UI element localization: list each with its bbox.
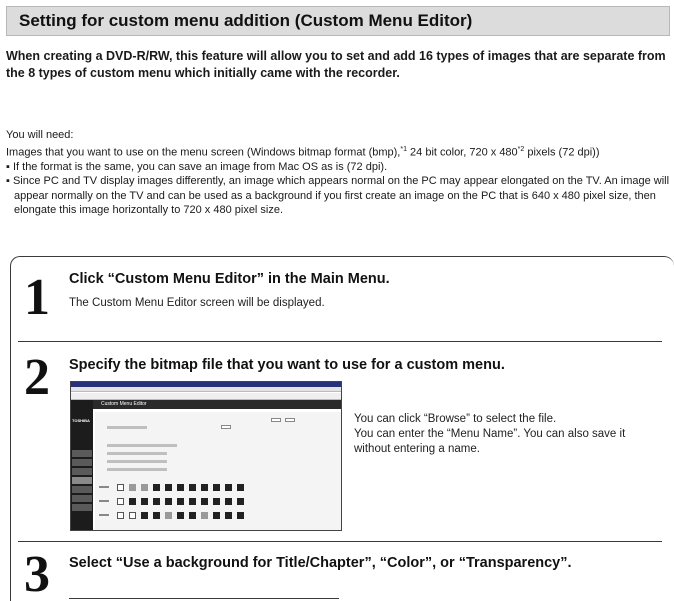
screenshot-swatch [201, 484, 208, 491]
screenshot-nav-item [72, 504, 92, 511]
bullet-marker: ▪ [6, 160, 10, 173]
screenshot-swatch [165, 512, 172, 519]
footnote-mark-2: *2 [517, 145, 525, 153]
screenshot-swatch [237, 512, 244, 519]
screenshot-swatch [153, 484, 160, 491]
screenshot-swatch [129, 484, 136, 491]
screenshot-swatch [237, 484, 244, 491]
screenshot-swatch [237, 498, 244, 505]
requirements-line-suffix: pixels (72 dpi)) [524, 146, 600, 159]
bullet-text: Since PC and TV display images differently, an image which appears normal on the PC may appear elongated on the TV. An image will appear normally on the TV and can be used as a background if you first create an image on the PC that is 640 x 480 pixel size, then elongate this image horizontally to 720 x 480 pixel size. [12, 175, 670, 217]
screenshot-browse-button [221, 425, 231, 429]
step-1-number: 1 [24, 269, 50, 326]
screenshot-form-row [107, 452, 167, 455]
screenshot-nav-item [72, 459, 92, 466]
footnote-mark-1: *1 [400, 145, 407, 153]
page-title: Setting for custom menu addition (Custom Menu Editor) [19, 11, 473, 30]
screenshot-swatch [177, 512, 184, 519]
screenshot-swatch [177, 498, 184, 505]
screenshot-swatch [117, 484, 124, 491]
screenshot-swatch [117, 498, 124, 505]
screenshot-swatch [141, 498, 148, 505]
screenshot-swatch [117, 512, 124, 519]
requirements-line-prefix: Images that you want to use on the menu screen (Windows bitmap format (bmp), [6, 146, 401, 159]
screenshot-swatch [189, 498, 196, 505]
screenshot-swatch [165, 484, 172, 491]
screenshot-swatch [225, 512, 232, 519]
section-title-bar [6, 6, 670, 36]
screenshot-top-button [285, 418, 295, 422]
screenshot-top-button [271, 418, 281, 422]
screenshot-swatch [141, 512, 148, 519]
requirements-heading: You will need: [6, 129, 74, 141]
screenshot-menu-bar [71, 387, 341, 392]
screenshot-swatch [213, 498, 220, 505]
screenshot-swatch [153, 512, 160, 519]
screenshot-form-row [107, 468, 167, 471]
screenshot-swatch [225, 484, 232, 491]
screenshot-swatch [225, 498, 232, 505]
screenshot-brand: TOSHIBA [72, 418, 90, 423]
screenshot-form-row [107, 426, 147, 429]
screenshot-swatch [141, 484, 148, 491]
screenshot-swatch [153, 498, 160, 505]
screenshot-nav-item [72, 486, 92, 493]
step-divider-2 [18, 541, 662, 542]
requirements-line [6, 143, 670, 160]
screenshot-form-row [107, 460, 167, 463]
step-2-number: 2 [24, 349, 50, 406]
bullet-marker: ▪ [6, 175, 10, 188]
requirements-line-mid: 24 bit color, 720 x 480 [406, 146, 518, 159]
screenshot-nav-item-active [72, 477, 92, 484]
step-divider-1 [18, 341, 662, 342]
screenshot-nav-item [72, 468, 92, 475]
screenshot-swatch [201, 512, 208, 519]
intro-paragraph: When creating a DVD-R/RW, this feature will allow you to set and add 16 types of images that are separate from the 8 types of custom menu which initially came with the recorder. [6, 49, 666, 80]
screenshot-row-label [99, 486, 109, 488]
screenshot-swatch [177, 484, 184, 491]
screenshot-header-strip [93, 400, 342, 409]
step-3-underline [69, 598, 339, 599]
screenshot-app-title: Custom Menu Editor [101, 401, 147, 407]
step-1-body: The Custom Menu Editor screen will be displayed. [69, 297, 325, 309]
screenshot-row-label [99, 500, 109, 502]
requirements-bullet-pc-tv [6, 174, 670, 218]
step-2-body-line-2: You can enter the “Menu Name”. You can also save it without entering a name. [354, 428, 626, 455]
screenshot-swatch [129, 512, 136, 519]
step-2-heading: Specify the bitmap file that you want to use for a custom menu. [69, 357, 505, 373]
screenshot-form-row [107, 444, 177, 447]
screenshot-swatch [189, 484, 196, 491]
screenshot-swatch [165, 498, 172, 505]
screenshot-swatch [129, 498, 136, 505]
custom-menu-editor-screenshot [70, 381, 342, 531]
screenshot-nav-item [72, 495, 92, 502]
screenshot-row-label [99, 514, 109, 516]
screenshot-swatch [213, 484, 220, 491]
screenshot-swatch [213, 512, 220, 519]
requirements-block [6, 128, 670, 218]
step-2-body [354, 412, 660, 457]
step-1-heading: Click “Custom Menu Editor” in the Main Menu. [69, 271, 390, 287]
screenshot-nav-item [72, 450, 92, 457]
screenshot-swatch [189, 512, 196, 519]
screenshot-address-bar [71, 393, 341, 400]
requirements-bullet-mac [6, 160, 670, 175]
step-3-number: 3 [24, 546, 50, 601]
bullet-text: If the format is the same, you can save an image from Mac OS as is (72 dpi). [12, 160, 388, 173]
step-3-heading: Select “Use a background for Title/Chapter”, “Color”, or “Transparency”. [69, 555, 572, 571]
screenshot-swatch [201, 498, 208, 505]
step-2-body-line-1: You can click “Browse” to select the file. [354, 413, 557, 425]
